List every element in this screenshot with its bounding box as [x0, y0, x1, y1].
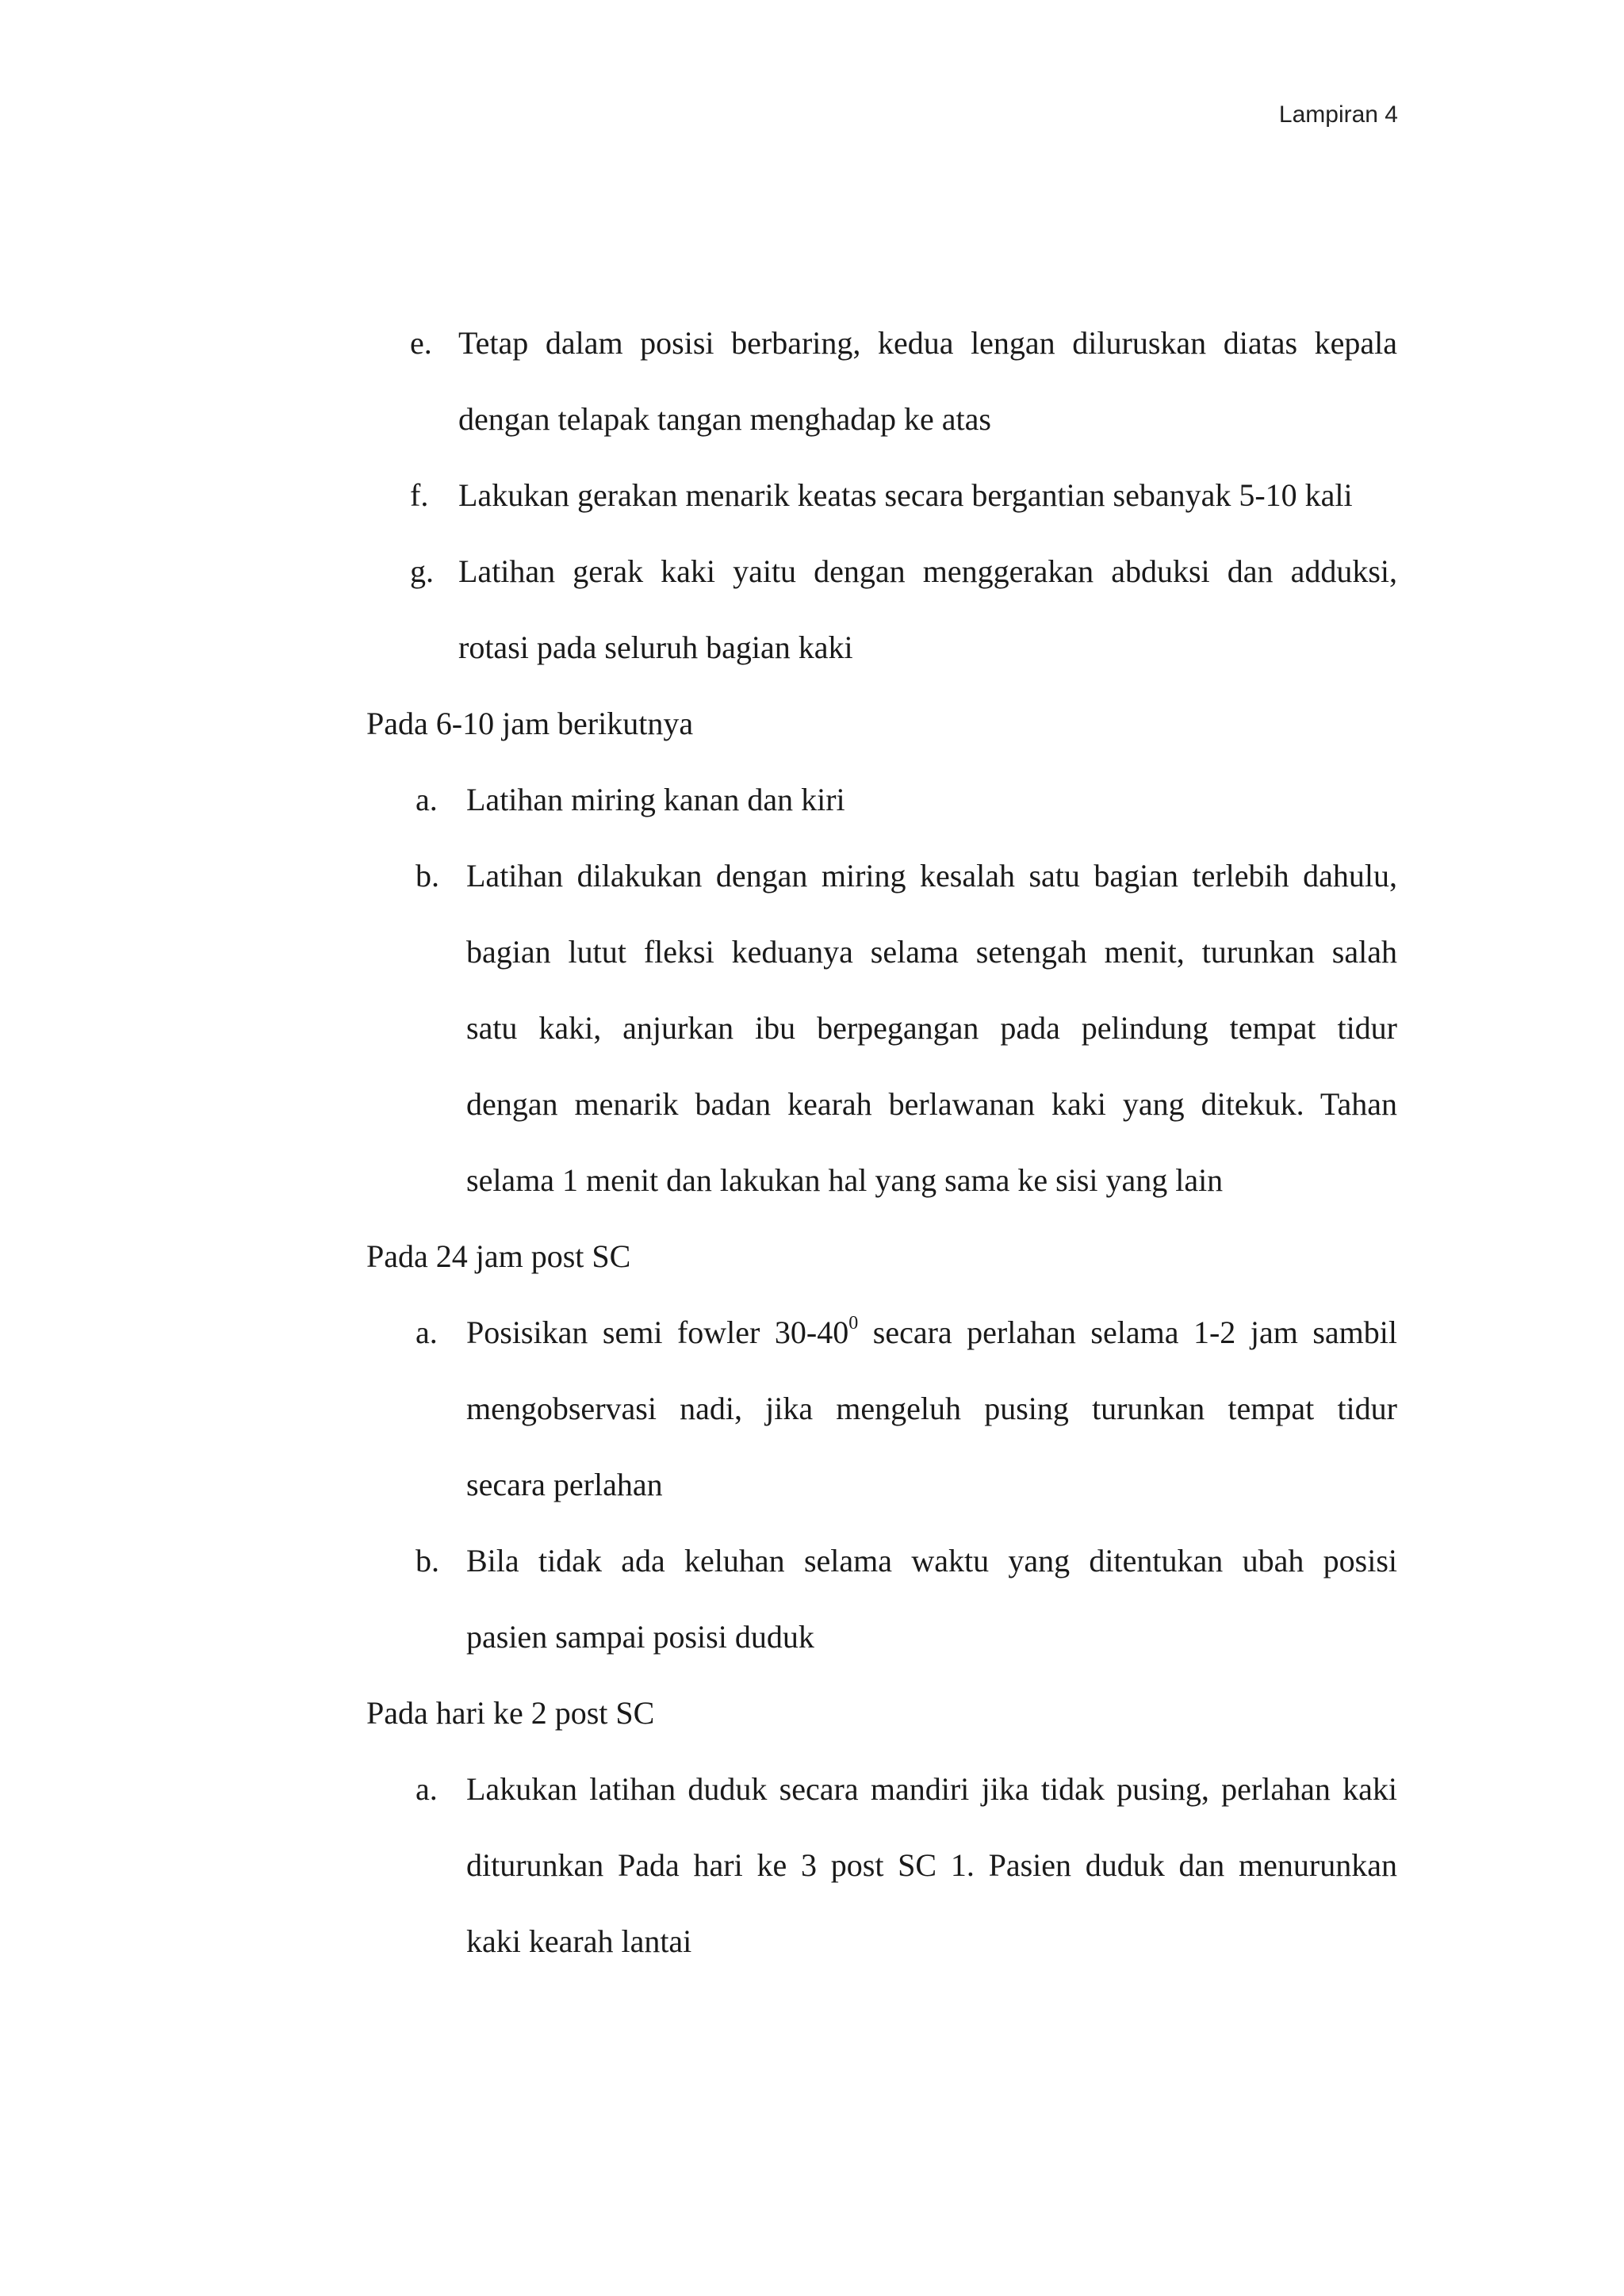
list-item-line: rotasi pada seluruh bagian kaki — [458, 629, 853, 665]
list-item-a — [366, 762, 1397, 838]
list-marker: f. — [410, 477, 429, 513]
list-item-line: mengobservasi nadi, jika mengeluh pusing turunkan tempat tidur — [466, 1391, 1397, 1426]
list-item-line: Bila tidak ada keluhan selama waktu yang ditentukan ubah posisi — [466, 1543, 1397, 1578]
list-item-g — [366, 534, 1397, 686]
list-item-line: selama 1 menit dan lakukan hal yang sama ke sisi yang lain — [466, 1162, 1224, 1198]
list-item-line: bagian lutut fleksi keduanya selama setengah menit, turunkan salah — [466, 934, 1397, 970]
section-heading: Pada hari ke 2 post SC — [366, 1695, 655, 1731]
list-item-line — [466, 1295, 1397, 1371]
superscript-degree: 0 — [848, 1312, 859, 1334]
list-item-line: satu kaki, anjurkan ibu berpegangan pada pelindung tempat tidur — [466, 1010, 1397, 1046]
section-heading: Pada 24 jam post SC — [366, 1238, 631, 1274]
list-marker: a. — [416, 1771, 438, 1807]
list-item-line: dengan telapak tangan menghadap ke atas — [458, 401, 991, 437]
list-item-b — [366, 1523, 1397, 1675]
page-header-label: Lampiran 4 — [1278, 101, 1398, 128]
list-item-line-text: Posisikan semi fowler 30-40 — [466, 1314, 849, 1350]
list-item-line: Tetap dalam posisi berbaring, kedua lengan diluruskan diatas kepala — [458, 325, 1397, 361]
list-marker: a. — [416, 1314, 438, 1350]
list-item-line: kaki kearah lantai — [466, 1923, 692, 1959]
list-item-f — [366, 457, 1397, 534]
document-body — [366, 305, 1397, 1980]
list-item-line-text: secara perlahan selama 1-2 jam sambil — [858, 1314, 1397, 1350]
list-marker: e. — [410, 325, 432, 361]
list-item-line: pasien sampai posisi duduk — [466, 1619, 814, 1655]
list-item-line: diturunkan Pada hari ke 3 post SC 1. Pasien duduk dan menurunkan — [466, 1847, 1397, 1883]
list-item-e — [366, 305, 1397, 457]
list-item-line: Lakukan latihan duduk secara mandiri jika tidak pusing, perlahan kaki — [466, 1771, 1397, 1807]
list-marker: g. — [410, 553, 434, 589]
list-marker: a. — [416, 782, 438, 817]
list-marker: b. — [416, 858, 439, 894]
list-item-line: dengan menarik badan kearah berlawanan kaki yang ditekuk. Tahan — [466, 1086, 1397, 1122]
list-item-line: Latihan dilakukan dengan miring kesalah satu bagian terlebih dahulu, — [466, 858, 1397, 894]
list-marker: b. — [416, 1543, 439, 1578]
list-item-line: Lakukan gerakan menarik keatas secara bergantian sebanyak 5-10 kali — [458, 477, 1353, 513]
list-item-line: Latihan gerak kaki yaitu dengan menggerakan abduksi dan adduksi, — [458, 553, 1397, 589]
list-item-line: secara perlahan — [466, 1467, 663, 1502]
list-item-b — [366, 838, 1397, 1219]
section-heading: Pada 6-10 jam berikutnya — [366, 706, 694, 741]
list-item-a — [366, 1295, 1397, 1523]
list-item-a — [366, 1751, 1397, 1980]
list-item-line: Latihan miring kanan dan kiri — [466, 782, 845, 817]
